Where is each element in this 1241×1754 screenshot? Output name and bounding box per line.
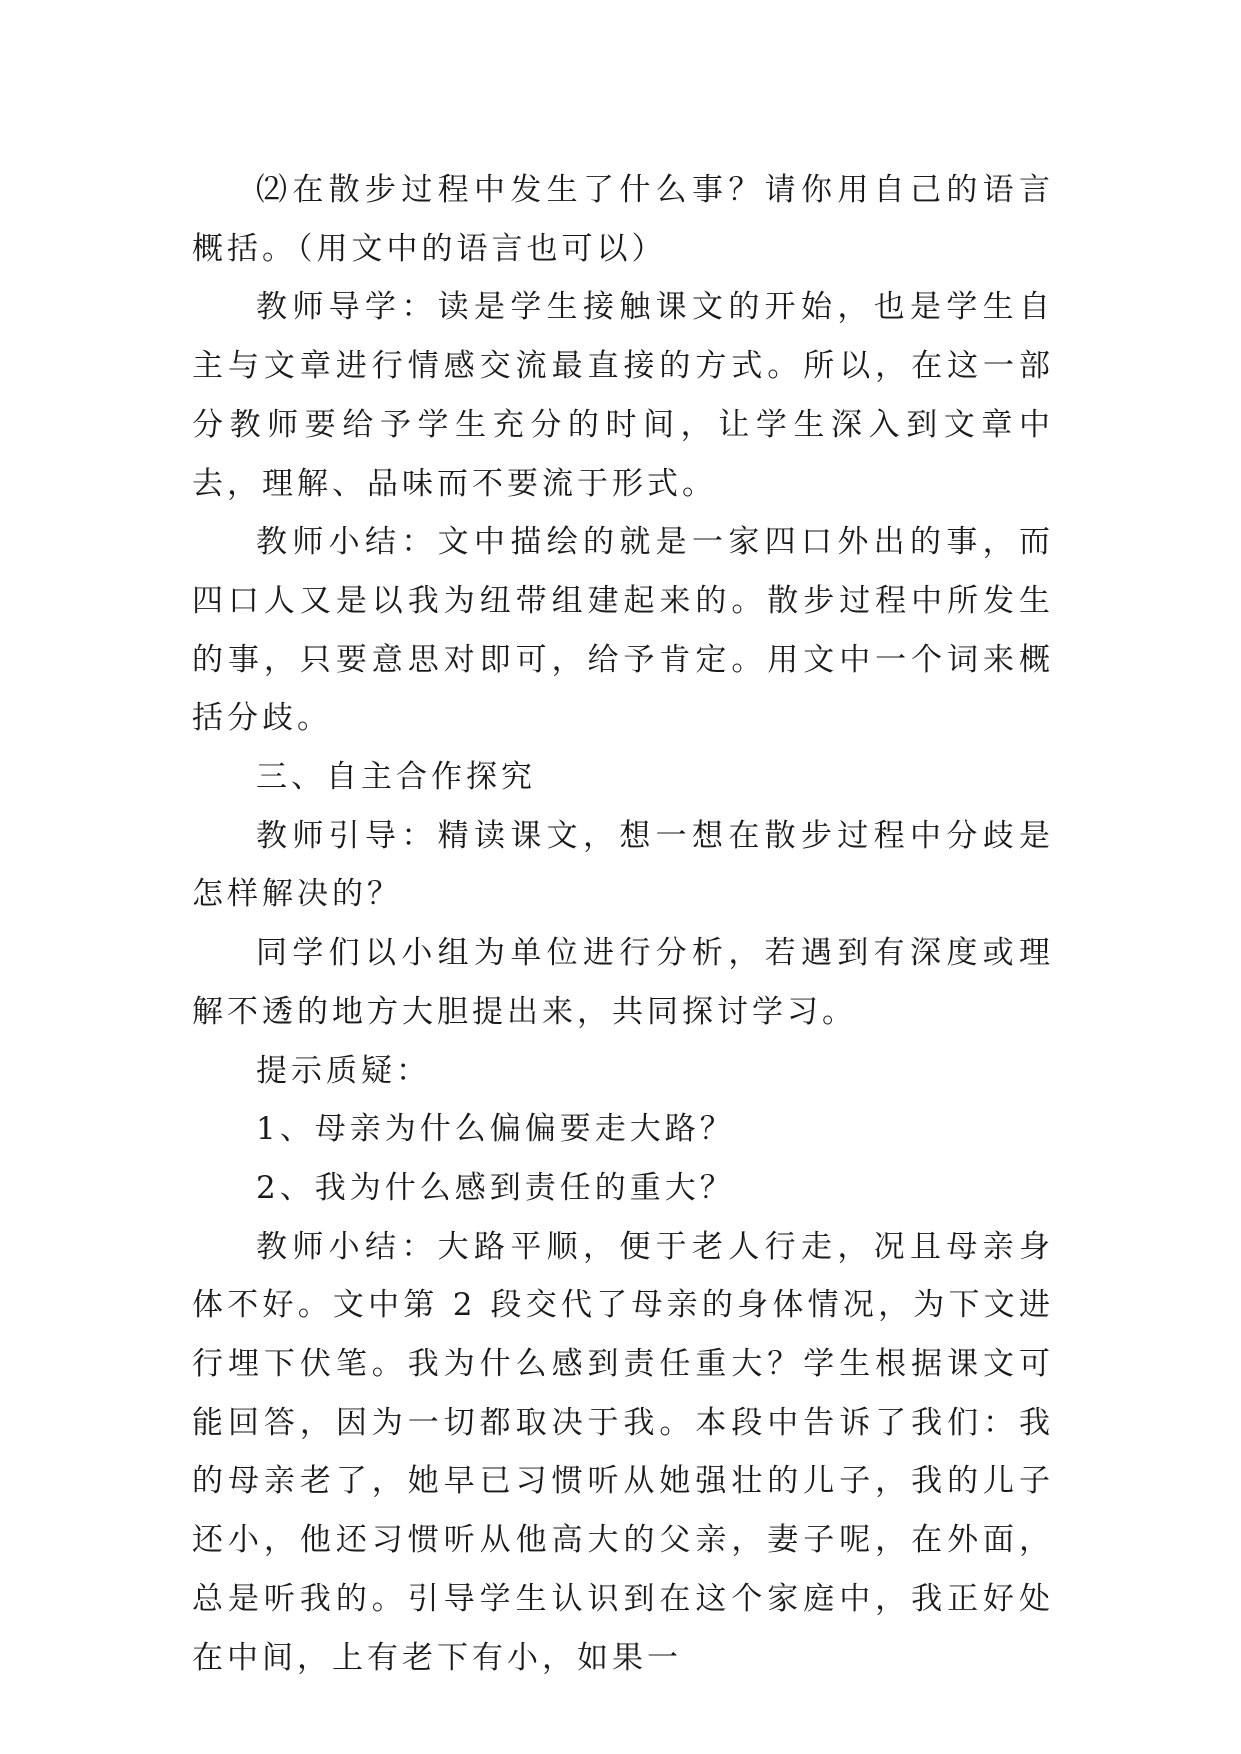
list-item-question-1: 1、母亲为什么偏偏要走大路？ (256, 1111, 735, 1148)
list-item-question-2: 2、我为什么感到责任的重大？ (256, 1169, 735, 1206)
paragraph-teacher-summary-1: 教师小结：文中描绘的就是一家四口外出的事，而四口人又是以我为纽带组建起来的。散步过程中所发生的事，只要意思对即可，给予肯定。用文中一个词来概括分歧。 (192, 524, 1054, 737)
paragraph-prompt-label: 提示质疑： (256, 1052, 431, 1089)
paragraph-teacher-lead: 教师引导：精读课文，想一想在散步过程中分歧是怎样解决的？ (192, 817, 1054, 913)
paragraph-group-work: 同学们以小组为单位进行分析，若遇到有深度或理解不透的地方大胆提出来，共同探讨学习。 (192, 935, 1054, 1030)
paragraph-teacher-guide: 教师导学：读是学生接触课文的开始，也是学生自主与文章进行情感交流最直接的方式。所以，在这一部分教师要给予学生充分的时间，让学生深入到文章中去，理解、品味而不要流于形式。 (192, 289, 1054, 502)
body-text (192, 161, 1054, 1687)
paragraph-teacher-summary-2: 教师小结：大路平顺，便于老人行走，况且母亲身体不好。文中第 2 段交代了母亲的身体情况，为下文进行埋下伏笔。我为什么感到责任重大？学生根据课文可能回答，因为一切都取决于我。本段中告诉了我们：我的母亲老了，她早已习惯听从她强壮的儿子，我的儿子还小，他还习惯听从他高大的父亲，妻子呢，在外面，总是听我的。引导学生认识到在这个家庭中，我正好处在中间，上有老下有小，如果一 (192, 1228, 1054, 1676)
paragraph-question-2: ⑵在散步过程中发生了什么事？请你用自己的语言概括。（用文中的语言也可以） (192, 172, 1054, 267)
section-heading: 三、自主合作探究 (256, 759, 536, 796)
